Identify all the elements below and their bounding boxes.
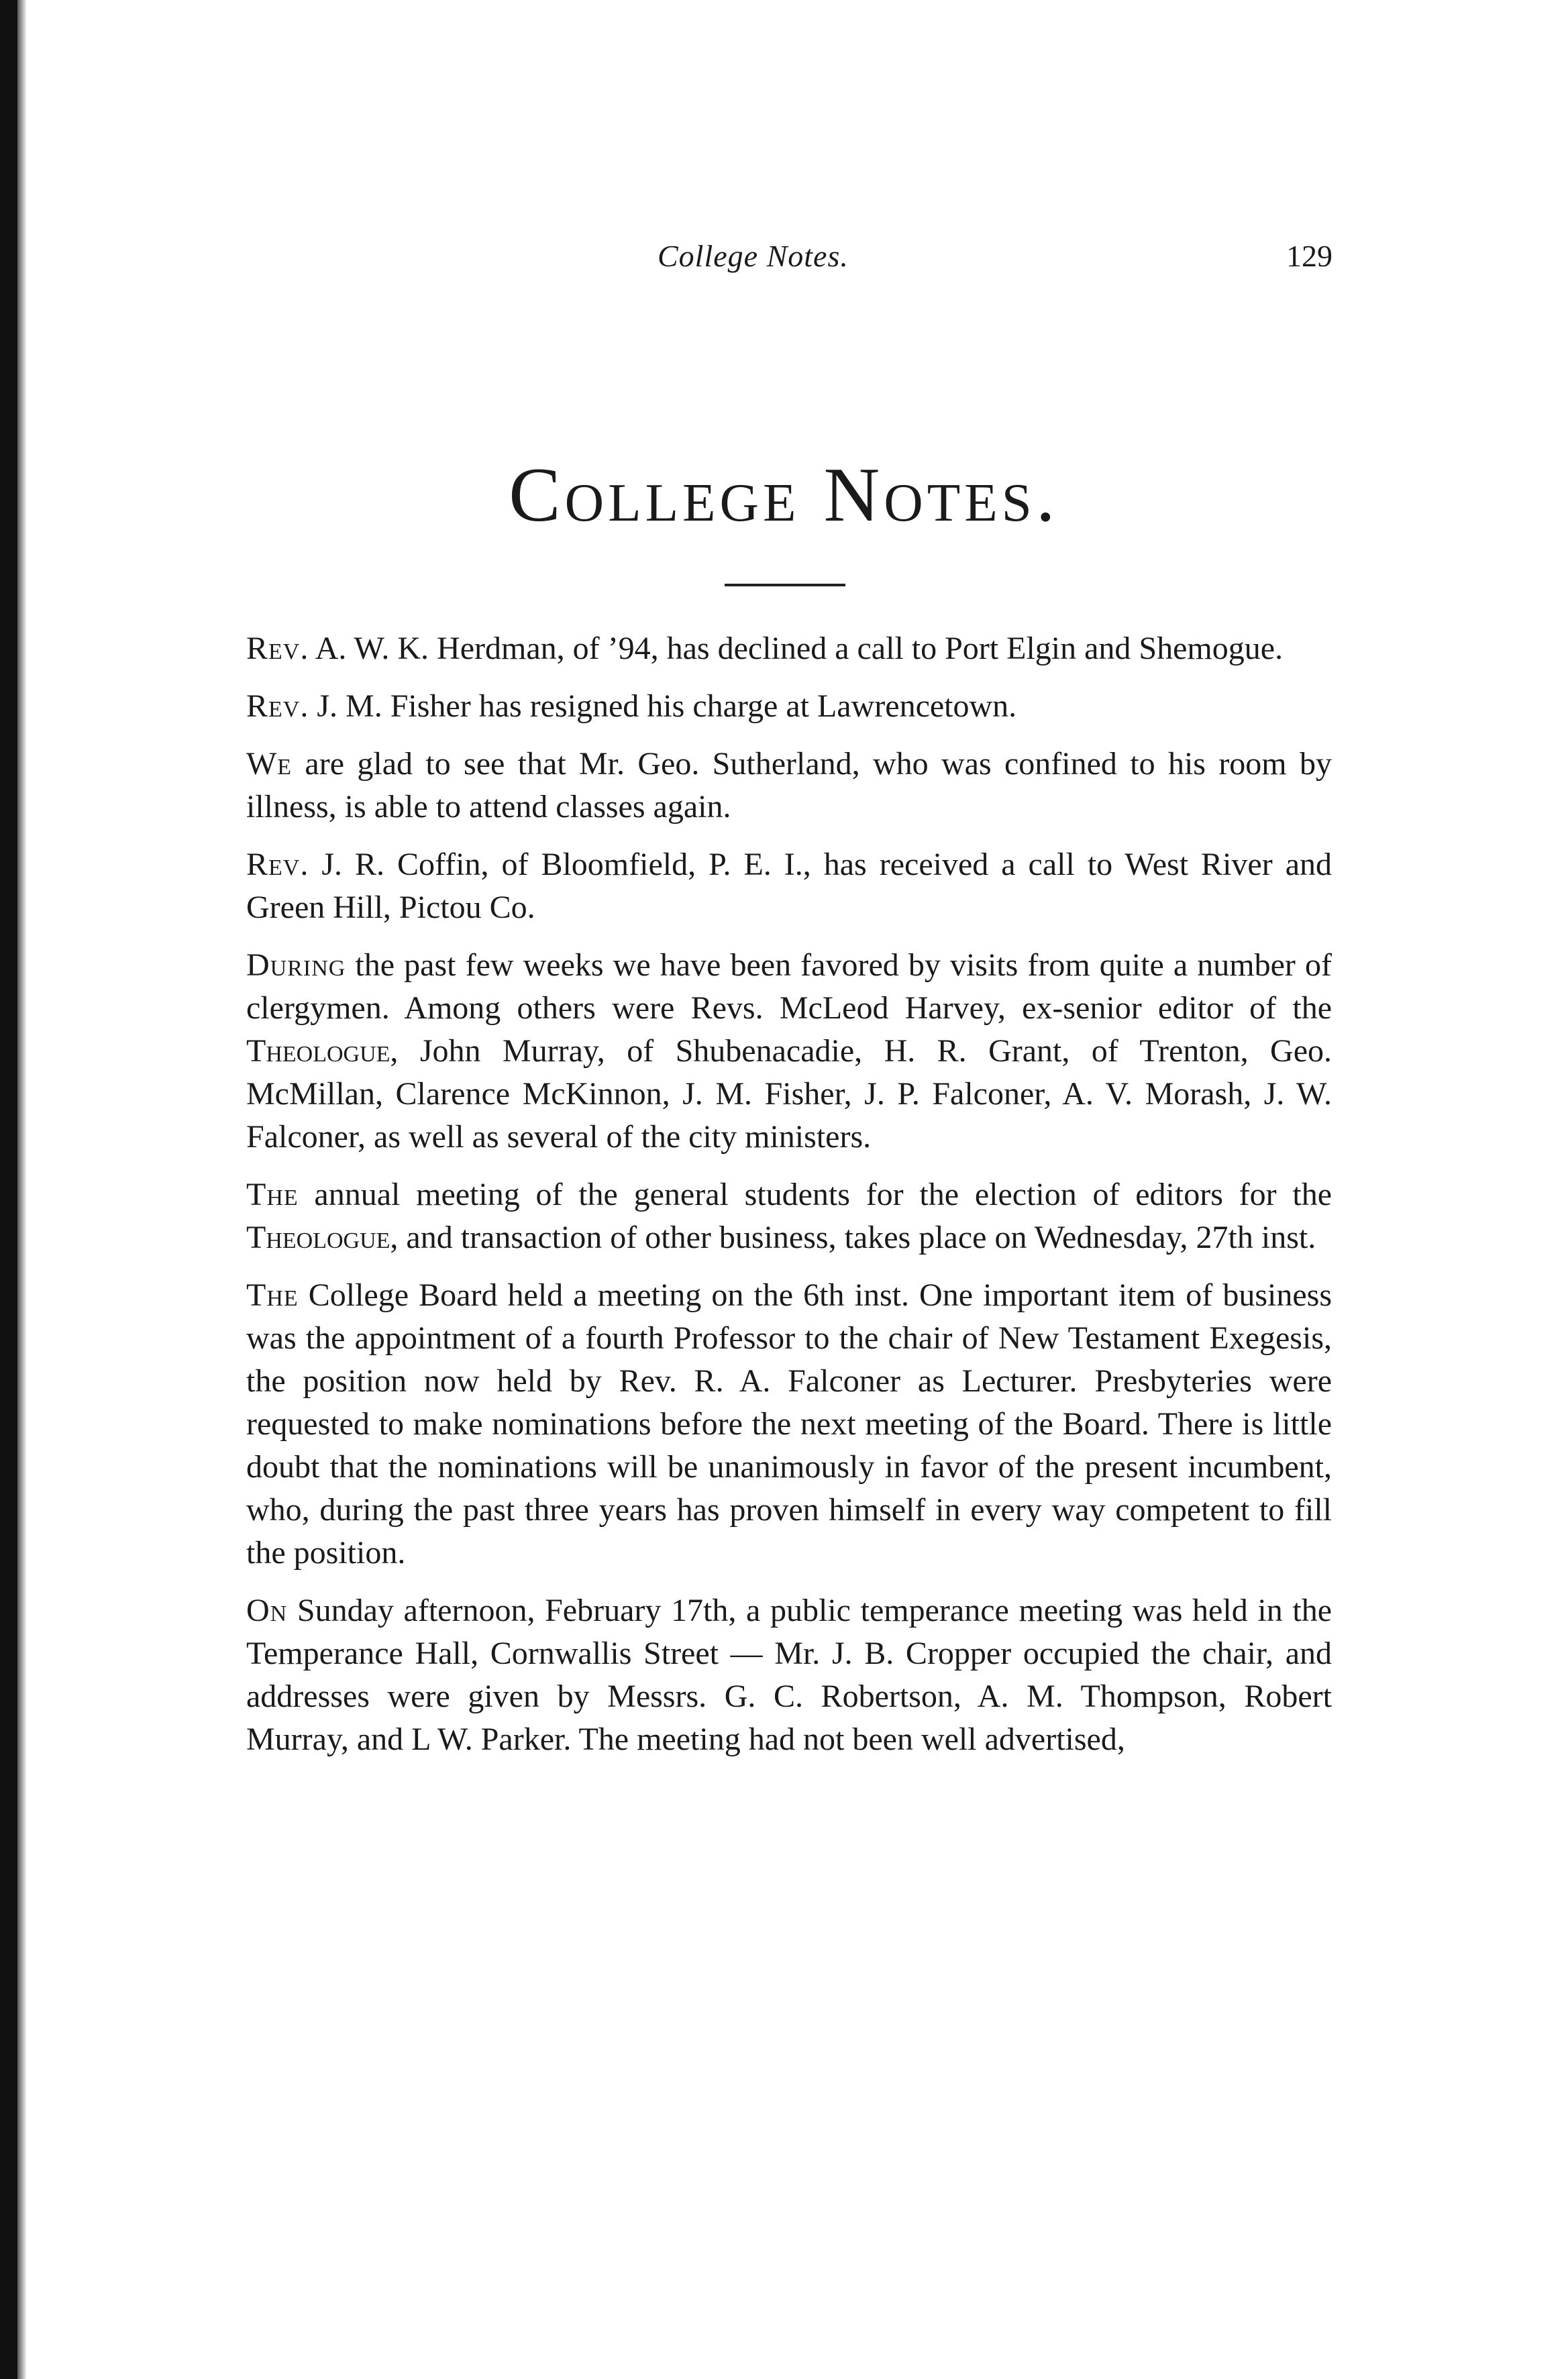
paragraph [246,944,1332,1159]
paragraph-lead: During [246,947,346,983]
paragraph-text: Sunday afternoon, February 17th, a public temperance meeting was held in the Temperance Hall, Cornwallis Street — Mr. J. B. Cropper occupied the chair, and addresses were given by Messrs. G. C. Robertson, A. M. Thompson, Robert Murray, and L W. Parker. The meeting had not been well advertised, [246,1593,1332,1757]
paragraph-lead: Rev. [246,847,309,882]
paragraph-text: , John Murray, of Shubenacadie, H. R. Grant, of Trenton, Geo. McMillan, Clarence McKinnon, J. M. Fisher, J. P. Falconer, A. V. Morash, J. W. Falconer, as well as several of the city ministers. [246,1033,1332,1155]
paragraph [246,743,1332,829]
section-title: College Notes. [509,452,1059,538]
running-title: College Notes. [658,239,849,273]
paragraph-text: annual meeting of the general students for the election of editors for the [298,1177,1332,1212]
paragraph-lead: Rev. [246,631,309,666]
journal-name: Theologue [246,1033,390,1069]
binding-edge [0,0,17,2379]
paragraph-text: College Board held a meeting on the 6th inst. One important item of business was the appointment of a fourth Professor to the chair of New Testament Exegesis, the position now held by Rev. R. A. Falconer as Lecturer. Presbyteries were requested to make nominations before the next meeting of the Board. There is little doubt that the nominations will be unanimously in favor of the present incumbent, who, during the past three years has proven himself in every way competent to fill the position. [246,1277,1332,1571]
paragraph [246,1589,1332,1761]
paragraph-lead: The [246,1177,299,1212]
paragraph-lead: On [246,1593,288,1628]
body-text [246,627,1332,1776]
running-head [0,238,1568,285]
paragraph-text: J. M. Fisher has resigned his charge at Lawrencetown. [309,688,1017,724]
paragraph [246,627,1332,670]
paragraph-lead: Rev. [246,688,309,724]
paragraph-text: A. W. K. Herdman, of ’94, has declined a call to Port Elgin and Shemogue. [309,631,1284,666]
paragraph-text: J. R. Coffin, of Bloomfield, P. E. I., has received a call to West River and Green Hill, Pictou Co. [246,847,1332,925]
page-number: 129 [1286,239,1332,273]
journal-name: Theologue [246,1220,390,1255]
paragraph-text: the past few weeks we have been favored by visits from quite a number of clergymen. Among others were Revs. McLeod Harvey, ex-senior editor of the [246,947,1332,1026]
paragraph-text: are glad to see that Mr. Geo. Sutherland, who was confined to his room by illness, is able to attend classes again. [246,746,1332,825]
title-rule [725,584,845,586]
paragraph-text: , and transaction of other business, takes place on Wednesday, 27th inst. [390,1220,1316,1255]
paragraph [246,1173,1332,1259]
binding-shadow [17,0,27,2379]
paragraph [246,1274,1332,1575]
paragraph [246,843,1332,929]
paragraph-lead: We [246,746,293,782]
paragraph [246,685,1332,728]
paragraph-lead: The [246,1277,299,1313]
